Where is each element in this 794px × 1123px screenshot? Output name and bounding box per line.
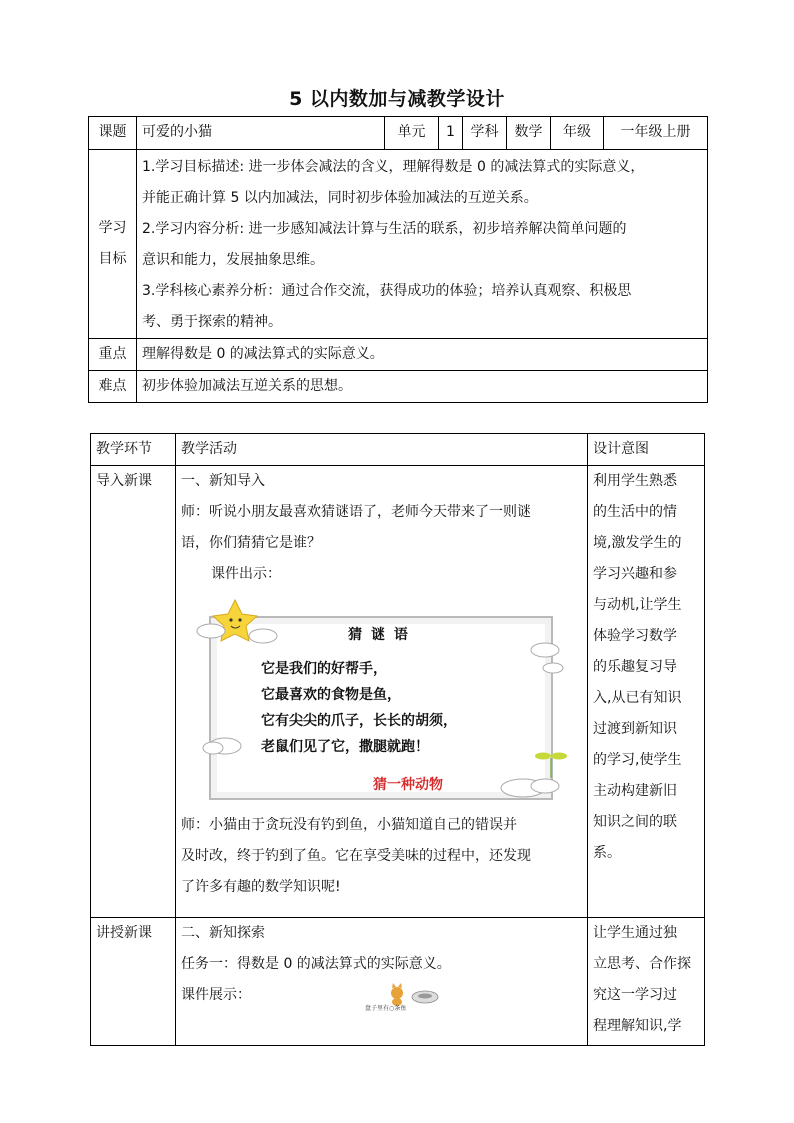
intro-after-line: 及时改，终于钓到了鱼。它在享受美味的过程中，还发现 [181, 848, 531, 864]
riddle-line: 老鼠们见了它，撒腿就跑！ [261, 739, 429, 755]
intro-heading: 一、新知导入 [181, 473, 265, 489]
difficulty-value: 初步体验加减法互逆关系的思想。 [137, 371, 708, 403]
courseware-label: 课件出示： [211, 566, 281, 582]
explore-stage: 讲授新课 [91, 918, 176, 1046]
unit-value: 1 [439, 117, 463, 150]
header-stage: 教学环节 [91, 434, 176, 466]
riddle-line: 它有尖尖的爪子，长长的胡须， [261, 713, 457, 729]
subject-value: 数学 [507, 117, 551, 150]
topic-label: 课题 [89, 117, 137, 150]
header-activity: 教学活动 [176, 434, 588, 466]
riddle-poster [193, 596, 573, 806]
grade-value: 一年级上册 [604, 117, 708, 150]
lesson-activity-table [90, 433, 705, 1046]
courseware-image [361, 983, 481, 1019]
difficulty-label: 难点 [89, 371, 137, 403]
goals-label: 学习 目标 [89, 150, 137, 339]
riddle-line: 它是我们的好帮手， [261, 661, 387, 677]
intro-stage: 导入新课 [91, 466, 176, 918]
intro-after-line: 了许多有趣的数学知识呢! [181, 879, 341, 895]
plate-icon [412, 991, 438, 1003]
info-row-key [89, 339, 708, 371]
info-row-goals [89, 150, 708, 339]
intro-text-line: 师：听说小朋友最喜欢猜谜语了，老师今天带来了一则谜 [181, 504, 531, 520]
topic-value: 可爱的小猫 [137, 117, 385, 150]
document-title: 5 以内数加与减教学设计 [289, 88, 505, 110]
info-row-topic [89, 117, 708, 150]
activity-row-explore [91, 918, 705, 1046]
explore-task: 任务一：得数是 0 的减法算式的实际意义。 [181, 956, 451, 972]
explore-heading: 二、新知探索 [181, 925, 265, 941]
activity-row-intro [91, 466, 705, 918]
explore-courseware: 课件展示： [181, 987, 251, 1003]
goals-text [137, 150, 708, 339]
intro-text-line: 语，你们猜猜它是谁？ [181, 535, 321, 551]
key-value: 理解得数是 0 的减法算式的实际意义。 [137, 339, 708, 371]
goal-line: 2.学习内容分析: 进一步感知减法计算与生活的联系，初步培养解决简单问题的 [142, 221, 627, 237]
goal-line: 3.学科核心素养分析：通过合作交流，获得成功的体验；培养认真观察、积极思 [142, 283, 632, 299]
intro-intent: 利用学生熟悉 的生活中的情 境,激发学生的 学习兴趣和参 与动机,让学生 体验学习数学 的乐趣复习导 入,从已有知识 过渡到新知识 的学习,使学生 主动构建新旧 知识之间的联 系。 [588, 466, 705, 918]
header-intent: 设计意图 [588, 434, 705, 466]
riddle-answer: 猜一种动物 [373, 777, 443, 793]
riddle-title: 猜 谜 语 [348, 627, 410, 643]
activity-header-row [91, 434, 705, 466]
grade-label: 年级 [551, 117, 604, 150]
unit-label: 单元 [385, 117, 439, 150]
key-label: 重点 [89, 339, 137, 371]
info-row-difficulty [89, 371, 708, 403]
goal-line: 考、勇于探索的精神。 [142, 314, 282, 330]
cat-icon [391, 983, 403, 1006]
goal-line: 1.学习目标描述: 进一步体会减法的含义，理解得数是 0 的减法算式的实际意义， [142, 159, 645, 175]
intro-after-line: 师：小猫由于贪玩没有钓到鱼，小猫知道自己的错误并 [181, 817, 517, 833]
image-caption: 盘子里有○条鱼 [365, 1005, 407, 1012]
goal-line: 意识和能力，发展抽象思维。 [142, 252, 324, 268]
explore-activity [176, 918, 588, 1046]
goal-line: 并能正确计算 5 以内加减法，同时初步体验加减法的互逆关系。 [142, 190, 538, 206]
cloud-icon [197, 624, 563, 797]
riddle-line: 它最喜欢的食物是鱼， [261, 687, 401, 703]
explore-intent: 让学生通过独 立思考、合作探 究这一学习过 程理解知识,学 [588, 918, 705, 1046]
lesson-info-table [88, 116, 708, 403]
intro-activity [176, 466, 588, 918]
subject-label: 学科 [463, 117, 507, 150]
sprout-icon [535, 753, 567, 779]
cat-fish-illustration [361, 983, 481, 1007]
